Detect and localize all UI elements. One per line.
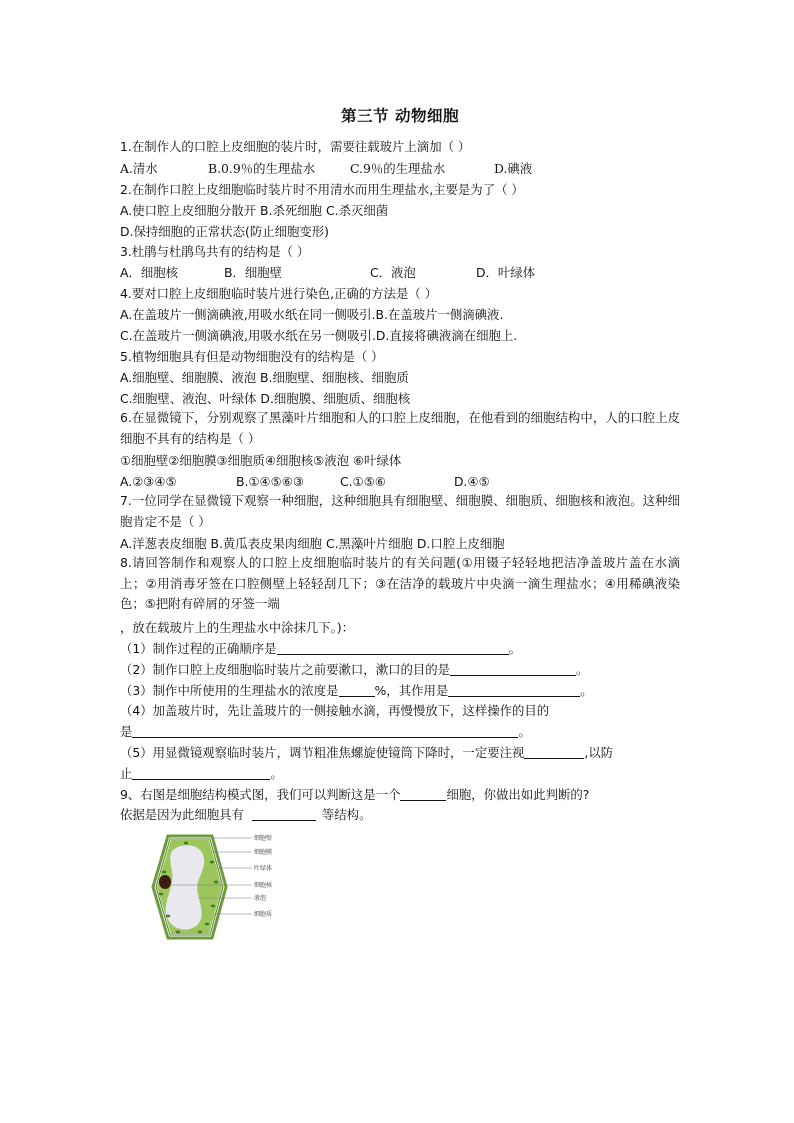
answer-blank[interactable] [132, 765, 270, 780]
q6-option-a: A.②③④⑤ [120, 474, 177, 489]
chloroplast [211, 905, 215, 908]
q3-option-a: A．细胞核 [120, 265, 179, 280]
answer-blank[interactable] [277, 640, 509, 655]
q1-option-d: D.碘液 [494, 161, 533, 176]
chloroplast [214, 881, 218, 884]
nucleus [159, 875, 171, 889]
q2-stem: 2.在制作口腔上皮细胞临时装片时不用清水而用生理盐水,主要是为了（ ） [120, 182, 524, 197]
answer-blank[interactable] [339, 682, 375, 697]
page-title: 第三节 动物细胞 [341, 107, 459, 125]
chloroplast [198, 931, 202, 934]
q8-sub1: （1）制作过程的正确顺序是 。 [120, 641, 521, 656]
q8-stem: 8.请回答制作和观察人的口腔上皮细胞临时装片的有关问题(①用镊子轻轻地把洁净盖玻片盖在水滴上；②用消毒牙签在口腔侧壁上轻轻刮几下；③在洁净的载玻片中央滴一滴生理盐水；④用稀碘液染色；⑤把附有碎屑的牙签一端 [120, 555, 680, 612]
q1-stem: 1.在制作人的口腔上皮细胞的装片时，需要往载玻片上滴加（ ） [120, 139, 471, 154]
label-vacuole: 液泡 [254, 895, 267, 902]
q9-line1: 9、右图是细胞结构模式图，我们可以判断这是一个 细胞，你做出如此判断的? [120, 787, 590, 802]
q6-option-d: D.④⑤ [454, 474, 490, 489]
q1-option-a: A.清水 [120, 161, 158, 176]
q8-sub4: （4）加盖玻片时，先让盖玻片的一侧接触水滴，再慢慢放下，这样操作的目的 是 。 [120, 703, 550, 739]
q7-options: A.洋葱表皮细胞 B.黄瓜表皮果肉细胞 C.黑藻叶片细胞 D.口腔上皮细胞 [120, 536, 505, 551]
q3-option-b: B．细胞壁 [224, 265, 283, 280]
chloroplast [210, 861, 214, 864]
plant-cell-diagram [128, 832, 298, 942]
q4-stem: 4.要对口腔上皮细胞临时装片进行染色,正确的方法是（ ） [120, 286, 438, 301]
answer-blank[interactable] [448, 682, 580, 697]
q6-items: ①细胞壁②细胞膜③细胞质④细胞核⑤液泡 ⑥叶绿体 [120, 453, 402, 468]
answer-blank[interactable] [450, 661, 576, 676]
q3-option-c: C．液泡 [370, 265, 416, 280]
chloroplast [162, 871, 166, 874]
q6-option-b: B.①④⑤⑥③ [236, 474, 304, 489]
q9-line2: 依据是因为此细胞具有 等结构。 [120, 807, 372, 822]
q1-option-b: B.0.9％的生理盐水 [208, 161, 316, 176]
q5-stem: 5.植物细胞具有但是动物细胞没有的结构是（ ） [120, 349, 384, 364]
q5-options-line2: C.细胞壁、液泡、叶绿体 D.细胞膜、细胞质、细胞核 [120, 391, 411, 406]
diagram-labels [254, 834, 273, 918]
q5-options-line1: A.细胞壁、细胞膜、液泡 B.细胞壁、细胞核、细胞质 [120, 370, 409, 385]
chloroplast [176, 931, 180, 934]
answer-blank[interactable] [400, 786, 446, 801]
chloroplast [159, 893, 163, 896]
label-cell-membrane: 细胞膜 [254, 849, 273, 856]
label-chloroplast: 叶绿体 [254, 865, 273, 872]
q8-stem-continued: ，放在载玻片上的生理盐水中涂抹几下。)： [120, 620, 355, 635]
q2-option-d: D.保持细胞的正常状态(防止细胞变形) [120, 224, 330, 239]
q8-sub2: （2）制作口腔上皮细胞临时装片之前要漱口，漱口的目的是 。 [120, 662, 589, 677]
q8-sub5: （5）用显微镜观察临时装片，调节粗准焦螺旋使镜筒下降时，一定要注视 ,以防 止 。 [120, 745, 614, 781]
q4-options-line2: C.在盖玻片一侧滴碘液,用吸水纸在另一侧吸引.D.直接将碘液滴在细胞上. [120, 328, 518, 343]
q3-stem: 3.杜鹃与杜鹃鸟共有的结构是（ ） [120, 244, 310, 259]
q6-options [120, 473, 490, 491]
label-nucleus: 细胞核 [254, 882, 273, 889]
answer-blank[interactable] [252, 806, 316, 821]
answer-blank[interactable] [132, 723, 518, 738]
q3-option-d: D．叶绿体 [476, 265, 536, 280]
q8-sub3: （3）制作中所使用的生理盐水的浓度是 %，其作用是 。 [120, 683, 593, 698]
chloroplast [184, 842, 188, 845]
q3-options [120, 264, 535, 282]
q6-stem: 6.在显微镜下，分别观察了黑藻叶片细胞和人的口腔上皮细胞，在他看到的细胞结构中，人的口腔上皮细胞不具有的结构是（ ） [120, 410, 680, 446]
q4-options-line1: A.在盖玻片一侧滴碘液,用吸水纸在同一侧吸引.B.在盖玻片一侧滴碘液. [120, 307, 504, 322]
q7-stem: 7.一位同学在显微镜下观察一种细胞，这种细胞具有细胞壁、细胞膜、细胞质、细胞核和液泡。这种细胞肯定不是（ ） [120, 493, 680, 529]
chloroplast [205, 923, 209, 926]
q1-options [120, 160, 532, 178]
chloroplast [166, 915, 170, 918]
answer-blank[interactable] [524, 744, 584, 759]
label-cytoplasm: 细胞质 [254, 911, 273, 918]
label-cell-wall: 细胞壁 [254, 835, 273, 842]
q6-option-c: C.①⑤⑥ [340, 474, 386, 489]
q1-option-c: C.9％的生理盐水 [350, 161, 446, 176]
q2-options-abc: A.使口腔上皮细胞分散开 B.杀死细胞 C.杀灭细菌 [120, 203, 389, 218]
